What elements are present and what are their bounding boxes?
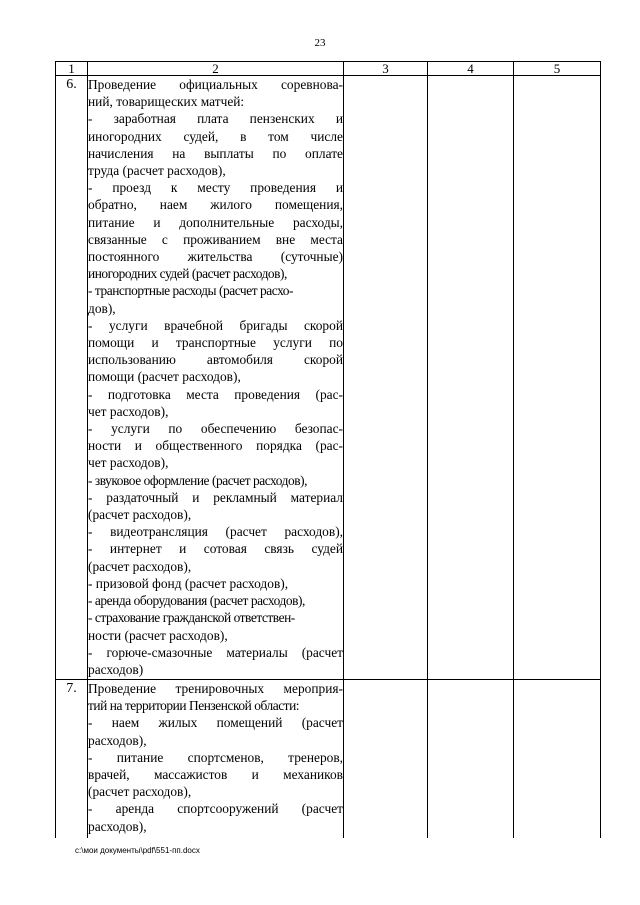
description-line: расходов) — [88, 661, 144, 677]
description-line: - видеотрансляция (расчет расходов), — [88, 524, 343, 540]
description-line: расходов), — [88, 818, 147, 834]
description-line: иногородних судей, в том числе — [88, 128, 343, 144]
header-col-4: 4 — [428, 62, 514, 76]
description-line: ности (расчет расходов), — [88, 627, 228, 643]
row-number: 7. — [56, 680, 88, 839]
row-cell-col-3 — [344, 76, 428, 680]
description-line: - заработная плата пензенских и — [88, 111, 343, 127]
description-line: ности и общественного порядка (рас- — [88, 438, 343, 454]
description-line: обратно, наем жилого помещения, — [88, 197, 343, 213]
description-line: постоянного жительства (суточные) — [88, 249, 343, 265]
description-line: помощи и транспортные услуги по — [88, 335, 343, 351]
description-line: - аренда спортсооружений (расчет — [88, 801, 343, 817]
row-number: 6. — [56, 76, 88, 680]
description-line: труда (расчет расходов), — [88, 163, 226, 179]
description-line: - услуги по обеспечению безопас- — [88, 421, 343, 437]
description-line: - звуковое оформление (расчет расходов), — [88, 472, 308, 488]
description-line: - горюче-смазочные материалы (расчет — [88, 644, 343, 660]
description-line: ний, товарищеских матчей: — [88, 94, 245, 110]
header-col-3: 3 — [344, 62, 428, 76]
description-line: чет расходов), — [88, 455, 169, 471]
description-line: питание и дополнительные расходы, — [88, 214, 343, 230]
description-line: использованию автомобиля скорой — [88, 352, 343, 368]
description-line: тий на территории Пензенской области: — [88, 698, 300, 714]
description-line: - страхование гражданской ответствен- — [88, 610, 295, 626]
description-line: помощи (расчет расходов), — [88, 369, 241, 385]
description-line: Проведение официальных соревнова- — [88, 77, 343, 92]
description-line: начисления на выплаты по оплате — [88, 145, 343, 161]
description-line: - проезд к месту проведения и — [88, 180, 343, 196]
table-row — [56, 680, 601, 839]
description-line: (расчет расходов), — [88, 558, 192, 574]
description-line: иногородних судей (расчет расходов), — [88, 266, 287, 282]
table-header-row — [56, 62, 601, 76]
description-line: - питание спортсменов, тренеров, — [88, 749, 343, 765]
row-description — [88, 680, 344, 839]
header-col-1: 1 — [56, 62, 88, 76]
description-line: - интернет и сотовая связь судей — [88, 541, 343, 557]
row-cell-col-4 — [428, 76, 514, 680]
description-line: дов), — [88, 300, 116, 316]
description-line: расходов), — [88, 732, 147, 748]
page-number: 23 — [314, 37, 326, 49]
description-line: - раздаточный и рекламный материал — [88, 489, 343, 505]
table-row — [56, 76, 601, 680]
description-line: - призовой фонд (расчет расходов), — [88, 575, 289, 591]
description-line: Проведение тренировочных мероприя- — [88, 681, 343, 696]
description-line: чет расходов), — [88, 403, 169, 419]
description-line: (расчет расходов), — [88, 507, 192, 523]
row-description — [88, 76, 344, 680]
row-cell-col-5 — [514, 76, 601, 680]
description-line: - аренда оборудования (расчет расходов), — [88, 593, 305, 609]
file-path-footer: c:\мои документы\pdf\551-пп.docx — [75, 846, 200, 855]
header-col-2: 2 — [88, 62, 344, 76]
description-line: - услуги врачебной бригады скорой — [88, 317, 343, 333]
row-cell-col-4 — [428, 680, 514, 839]
row-cell-col-5 — [514, 680, 601, 839]
header-col-5: 5 — [514, 62, 601, 76]
description-line: - транспортные расходы (расчет расхо- — [88, 283, 294, 299]
description-line: (расчет расходов), — [88, 784, 192, 800]
row-cell-col-3 — [344, 680, 428, 839]
description-line: врачей, массажистов и механиков — [88, 767, 343, 783]
description-line: связанные с проживанием вне места — [88, 231, 343, 247]
description-line: - подготовка места проведения (рас- — [88, 386, 343, 402]
description-line: - наем жилых помещений (расчет — [88, 715, 343, 731]
expense-table — [55, 61, 601, 838]
